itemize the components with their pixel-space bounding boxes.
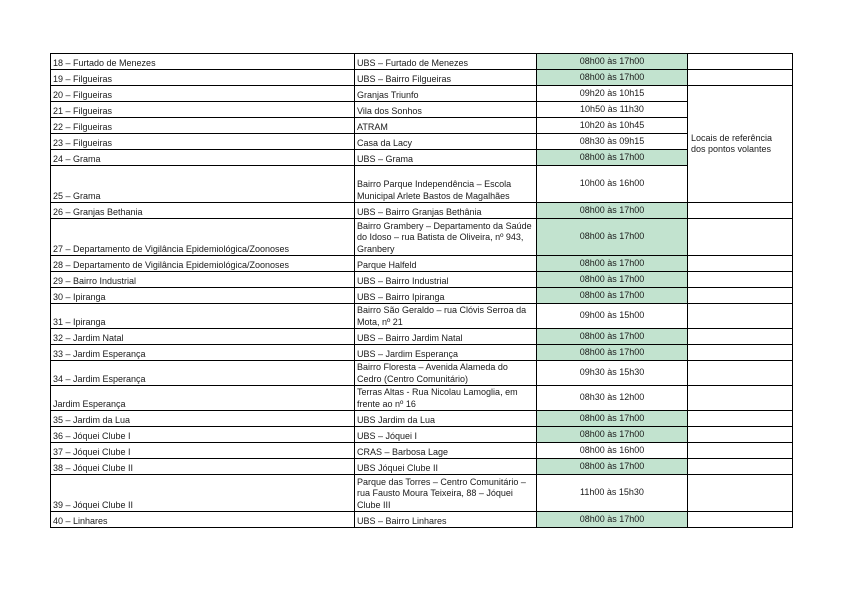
region-cell: 23 – Filgueiras bbox=[51, 134, 355, 150]
hours-cell: 08h00 às 17h00 bbox=[537, 427, 688, 443]
reference-note-cell: Locais de referência dos pontos volantes bbox=[688, 86, 793, 203]
hours-cell: 08h00 às 17h00 bbox=[537, 54, 688, 70]
empty-note-cell bbox=[688, 459, 793, 475]
region-cell: 39 – Jóquei Clube II bbox=[51, 475, 355, 512]
region-cell: 19 – Filgueiras bbox=[51, 70, 355, 86]
table-row bbox=[51, 345, 793, 361]
location-cell: ATRAM bbox=[355, 118, 537, 134]
hours-cell: 08h00 às 17h00 bbox=[537, 459, 688, 475]
table-row bbox=[51, 70, 793, 86]
region-cell: 31 – Ipiranga bbox=[51, 304, 355, 329]
region-cell: 22 – Filgueiras bbox=[51, 118, 355, 134]
region-cell: 34 – Jardim Esperança bbox=[51, 361, 355, 386]
region-cell: 37 – Jóquei Clube I bbox=[51, 443, 355, 459]
location-cell: Bairro Parque Independência – Escola Municipal Arlete Bastos de Magalhães bbox=[355, 166, 537, 203]
location-cell: Vila dos Sonhos bbox=[355, 102, 537, 118]
table-row bbox=[51, 329, 793, 345]
schedule-table bbox=[50, 53, 793, 528]
hours-cell: 09h00 às 15h00 bbox=[537, 304, 688, 329]
location-cell: Terras Altas - Rua Nicolau Lamoglia, em frente ao nº 16 bbox=[355, 386, 537, 411]
hours-cell: 08h00 às 17h00 bbox=[537, 219, 688, 256]
location-cell: UBS – Bairro Ipiranga bbox=[355, 288, 537, 304]
region-cell: 40 – Linhares bbox=[51, 512, 355, 528]
hours-cell: 09h30 às 15h30 bbox=[537, 361, 688, 386]
location-cell: UBS – Jardim Esperança bbox=[355, 345, 537, 361]
hours-cell: 08h00 às 17h00 bbox=[537, 70, 688, 86]
table-row bbox=[51, 203, 793, 219]
table-row bbox=[51, 134, 793, 150]
table-row bbox=[51, 361, 793, 386]
table-row bbox=[51, 443, 793, 459]
empty-note-cell bbox=[688, 54, 793, 70]
hours-cell: 08h00 às 17h00 bbox=[537, 150, 688, 166]
region-cell: 20 – Filgueiras bbox=[51, 86, 355, 102]
empty-note-cell bbox=[688, 203, 793, 219]
empty-note-cell bbox=[688, 361, 793, 386]
region-cell: 21 – Filgueiras bbox=[51, 102, 355, 118]
table-row bbox=[51, 411, 793, 427]
table-row bbox=[51, 512, 793, 528]
location-cell: UBS Jóquei Clube II bbox=[355, 459, 537, 475]
empty-note-cell bbox=[688, 386, 793, 411]
region-cell: 38 – Jóquei Clube II bbox=[51, 459, 355, 475]
hours-cell: 11h00 às 15h30 bbox=[537, 475, 688, 512]
empty-note-cell bbox=[688, 443, 793, 459]
region-cell: 36 – Jóquei Clube I bbox=[51, 427, 355, 443]
empty-note-cell bbox=[688, 329, 793, 345]
location-cell: UBS – Bairro Filgueiras bbox=[355, 70, 537, 86]
hours-cell: 08h00 às 17h00 bbox=[537, 512, 688, 528]
hours-cell: 09h20 às 10h15 bbox=[537, 86, 688, 102]
empty-note-cell bbox=[688, 272, 793, 288]
hours-cell: 08h00 às 16h00 bbox=[537, 443, 688, 459]
table-row bbox=[51, 166, 793, 203]
region-cell: Jardim Esperança bbox=[51, 386, 355, 411]
location-cell: Bairro Floresta – Avenida Alameda do Cedro (Centro Comunitário) bbox=[355, 361, 537, 386]
region-cell: 29 – Bairro Industrial bbox=[51, 272, 355, 288]
table-row bbox=[51, 102, 793, 118]
table-row bbox=[51, 272, 793, 288]
region-cell: 25 – Grama bbox=[51, 166, 355, 203]
empty-note-cell bbox=[688, 345, 793, 361]
location-cell: Parque Halfeld bbox=[355, 256, 537, 272]
empty-note-cell bbox=[688, 411, 793, 427]
empty-note-cell bbox=[688, 427, 793, 443]
location-cell: UBS Jardim da Lua bbox=[355, 411, 537, 427]
empty-note-cell bbox=[688, 304, 793, 329]
hours-cell: 08h00 às 17h00 bbox=[537, 203, 688, 219]
hours-cell: 08h00 às 17h00 bbox=[537, 345, 688, 361]
table-row bbox=[51, 219, 793, 256]
region-cell: 28 – Departamento de Vigilância Epidemiológica/Zoonoses bbox=[51, 256, 355, 272]
hours-cell: 08h00 às 17h00 bbox=[537, 272, 688, 288]
empty-note-cell bbox=[688, 219, 793, 256]
hours-cell: 08h00 às 17h00 bbox=[537, 329, 688, 345]
location-cell: Casa da Lacy bbox=[355, 134, 537, 150]
region-cell: 30 – Ipiranga bbox=[51, 288, 355, 304]
location-cell: UBS – Grama bbox=[355, 150, 537, 166]
empty-note-cell bbox=[688, 288, 793, 304]
hours-cell: 08h30 às 12h00 bbox=[537, 386, 688, 411]
hours-cell: 08h00 às 17h00 bbox=[537, 288, 688, 304]
table-row bbox=[51, 386, 793, 411]
region-cell: 18 – Furtado de Menezes bbox=[51, 54, 355, 70]
location-cell: Bairro Grambery – Departamento da Saúde do Idoso – rua Batista de Oliveira, nº 943, Granbery bbox=[355, 219, 537, 256]
table-row bbox=[51, 150, 793, 166]
table-row bbox=[51, 475, 793, 512]
region-cell: 27 – Departamento de Vigilância Epidemiológica/Zoonoses bbox=[51, 219, 355, 256]
empty-note-cell bbox=[688, 512, 793, 528]
schedule-body bbox=[51, 54, 793, 528]
empty-note-cell bbox=[688, 256, 793, 272]
table-row bbox=[51, 288, 793, 304]
table-row bbox=[51, 304, 793, 329]
location-cell: UBS – Bairro Linhares bbox=[355, 512, 537, 528]
location-cell: CRAS – Barbosa Lage bbox=[355, 443, 537, 459]
hours-cell: 10h20 às 10h45 bbox=[537, 118, 688, 134]
table-row bbox=[51, 427, 793, 443]
table-row bbox=[51, 54, 793, 70]
region-cell: 35 – Jardim da Lua bbox=[51, 411, 355, 427]
table-row bbox=[51, 118, 793, 134]
table-row bbox=[51, 86, 793, 102]
hours-cell: 08h00 às 17h00 bbox=[537, 411, 688, 427]
hours-cell: 10h00 às 16h00 bbox=[537, 166, 688, 203]
region-cell: 26 – Granjas Bethania bbox=[51, 203, 355, 219]
hours-cell: 10h50 às 11h30 bbox=[537, 102, 688, 118]
empty-note-cell bbox=[688, 475, 793, 512]
region-cell: 32 – Jardim Natal bbox=[51, 329, 355, 345]
location-cell: UBS – Bairro Industrial bbox=[355, 272, 537, 288]
region-cell: 33 – Jardim Esperança bbox=[51, 345, 355, 361]
empty-note-cell bbox=[688, 70, 793, 86]
location-cell: UBS – Jóquei I bbox=[355, 427, 537, 443]
region-cell: 24 – Grama bbox=[51, 150, 355, 166]
table-row bbox=[51, 256, 793, 272]
location-cell: Parque das Torres – Centro Comunitário – rua Fausto Moura Teixeira, 88 – Jóquei Clube III bbox=[355, 475, 537, 512]
hours-cell: 08h30 às 09h15 bbox=[537, 134, 688, 150]
location-cell: UBS – Bairro Granjas Bethânia bbox=[355, 203, 537, 219]
table-row bbox=[51, 459, 793, 475]
location-cell: Granjas Triunfo bbox=[355, 86, 537, 102]
location-cell: Bairro São Geraldo – rua Clóvis Serroa da Mota, nº 21 bbox=[355, 304, 537, 329]
location-cell: UBS – Furtado de Menezes bbox=[355, 54, 537, 70]
hours-cell: 08h00 às 17h00 bbox=[537, 256, 688, 272]
location-cell: UBS – Bairro Jardim Natal bbox=[355, 329, 537, 345]
